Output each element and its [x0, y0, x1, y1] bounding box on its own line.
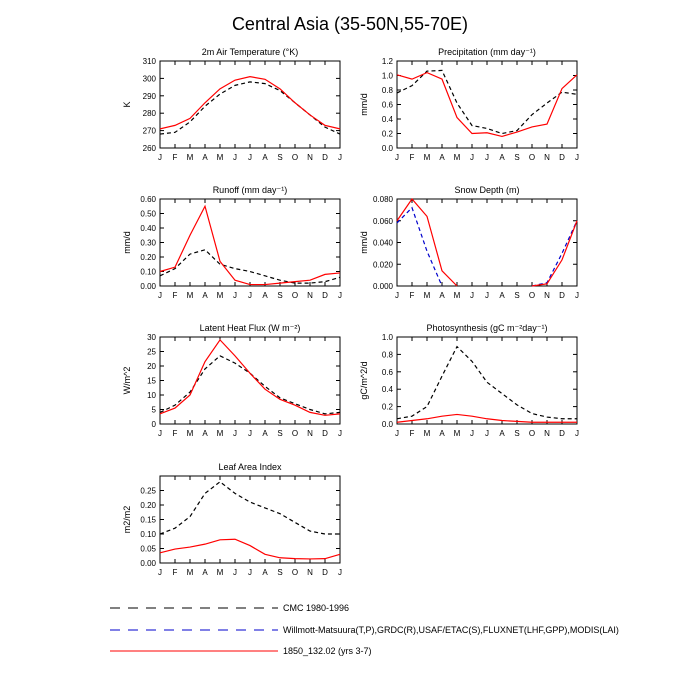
series-line-1 — [397, 347, 577, 419]
x-tick-label: S — [277, 429, 283, 438]
x-tick-label: A — [499, 153, 505, 162]
x-tick-label: J — [233, 568, 237, 577]
panel-4 — [359, 185, 579, 300]
x-tick-label: A — [439, 153, 445, 162]
x-tick-label: F — [172, 429, 178, 438]
y-tick-label: 15 — [147, 376, 156, 386]
x-tick-label: M — [186, 568, 194, 577]
panel-3 — [122, 185, 342, 300]
panel-title: Latent Heat Flux (W m⁻²) — [199, 323, 301, 333]
x-tick-label: J — [395, 291, 399, 300]
x-tick-label: N — [307, 568, 313, 577]
x-tick-label: S — [277, 291, 283, 300]
x-tick-label: M — [186, 291, 194, 300]
y-axis-label: m2/m2 — [122, 505, 132, 534]
y-tick-label: 300 — [142, 74, 156, 84]
x-tick-label: M — [216, 568, 224, 577]
legend — [110, 603, 619, 656]
panel-7 — [122, 462, 342, 577]
x-tick-label: A — [262, 568, 268, 577]
x-tick-label: D — [559, 291, 565, 300]
x-tick-label: J — [485, 291, 489, 300]
x-tick-label: D — [322, 291, 328, 300]
y-tick-label: 0.6 — [381, 100, 393, 110]
y-tick-label: 310 — [142, 57, 156, 66]
series-line-1 — [160, 482, 340, 534]
panel-5 — [122, 323, 342, 438]
series-line-1 — [160, 250, 340, 283]
x-tick-label: F — [409, 153, 415, 162]
x-tick-label: M — [216, 429, 224, 438]
x-tick-label: M — [423, 153, 431, 162]
legend-label-cmc: CMC 1980-1996 — [283, 603, 350, 613]
y-tick-label: 0.20 — [140, 501, 156, 510]
y-tick-label: 0.2 — [381, 129, 393, 139]
x-tick-label: O — [528, 153, 536, 162]
x-tick-label: J — [338, 429, 342, 438]
x-tick-label: A — [262, 291, 268, 300]
x-tick-label: A — [439, 429, 445, 438]
x-tick-label: J — [485, 153, 489, 162]
panels — [122, 47, 579, 577]
series-line-2 — [160, 539, 340, 559]
y-tick-label: 0.10 — [140, 267, 156, 277]
x-tick-label: F — [172, 153, 178, 162]
x-tick-label: M — [216, 291, 224, 300]
x-tick-label: N — [544, 291, 550, 300]
y-tick-label: 5 — [151, 405, 156, 415]
y-tick-label: 0.8 — [381, 86, 393, 95]
x-tick-label: S — [514, 153, 520, 162]
x-tick-label: N — [544, 429, 550, 438]
x-tick-label: D — [322, 568, 328, 577]
x-tick-label: F — [172, 568, 178, 577]
x-tick-label: O — [291, 568, 299, 577]
x-tick-label: M — [216, 153, 224, 162]
y-tick-label: 0.4 — [381, 115, 393, 124]
panel-title: 2m Air Temperature (°K) — [201, 47, 299, 57]
x-tick-label: J — [233, 153, 237, 162]
x-tick-label: M — [423, 429, 431, 438]
y-axis-label: mm/d — [122, 231, 132, 254]
x-tick-label: D — [559, 429, 565, 438]
x-tick-label: J — [395, 153, 399, 162]
x-tick-label: O — [291, 291, 299, 300]
y-tick-label: 1.0 — [381, 71, 393, 81]
x-tick-label: J — [248, 153, 252, 162]
y-tick-label: 20 — [147, 362, 156, 371]
x-tick-label: N — [307, 153, 313, 162]
y-tick-label: 0.4 — [381, 385, 393, 395]
series-line-1 — [160, 82, 340, 134]
y-tick-label: 260 — [142, 144, 156, 153]
x-tick-label: J — [158, 291, 162, 300]
x-tick-label: J — [248, 568, 252, 577]
y-tick-label: 0.10 — [140, 530, 156, 539]
y-tick-label: 0.0 — [381, 420, 393, 429]
y-tick-label: 0.50 — [140, 209, 156, 219]
x-tick-label: A — [439, 291, 445, 300]
x-tick-label: J — [470, 153, 474, 162]
x-tick-label: O — [528, 291, 536, 300]
panel-1 — [122, 47, 342, 162]
series-line-2 — [160, 340, 340, 415]
y-tick-label: 0.8 — [381, 350, 393, 360]
x-tick-label: M — [186, 429, 194, 438]
x-tick-label: F — [409, 429, 415, 438]
figure-title: Central Asia (35-50N,55-70E) — [231, 14, 469, 34]
x-tick-label: J — [338, 153, 342, 162]
x-tick-label: J — [395, 429, 399, 438]
y-tick-label: 0.25 — [140, 486, 156, 496]
y-tick-label: 1.2 — [381, 57, 393, 66]
y-axis-label: W/m^2 — [122, 366, 132, 395]
legend-label-model: 1850_132.02 (yrs 3-7) — [283, 646, 372, 656]
series-line-1 — [397, 70, 577, 133]
y-tick-label: 0.00 — [140, 559, 156, 568]
x-tick-label: M — [453, 291, 461, 300]
series-line-1 — [397, 208, 577, 286]
y-tick-label: 0.000 — [372, 282, 393, 291]
x-tick-label: J — [470, 429, 474, 438]
x-tick-label: J — [233, 291, 237, 300]
y-tick-label: 0.60 — [140, 195, 156, 204]
x-tick-label: J — [248, 291, 252, 300]
x-tick-label: J — [158, 568, 162, 577]
y-tick-label: 0.6 — [381, 367, 393, 377]
x-tick-label: D — [322, 153, 328, 162]
panel-2 — [359, 47, 579, 162]
y-tick-label: 290 — [142, 91, 156, 101]
panel-title: Photosynthesis (gC m⁻²day⁻¹) — [426, 323, 548, 333]
y-tick-label: 0.2 — [381, 402, 393, 412]
y-axis-label: K — [122, 101, 132, 108]
x-tick-label: N — [307, 291, 313, 300]
x-tick-label: M — [423, 291, 431, 300]
x-tick-label: J — [158, 153, 162, 162]
y-tick-label: 0.060 — [372, 216, 393, 226]
x-tick-label: J — [233, 429, 237, 438]
y-tick-label: 1.0 — [381, 333, 393, 342]
x-tick-label: M — [453, 429, 461, 438]
y-tick-label: 0.020 — [372, 260, 393, 270]
x-tick-label: A — [262, 429, 268, 438]
plot-frame — [397, 337, 577, 424]
y-axis-label: gC/m^2/d — [359, 361, 369, 400]
x-tick-label: A — [499, 291, 505, 300]
x-tick-label: A — [202, 291, 208, 300]
legend-label-observations: Willmott-Matsuura(T,P),GRDC(R),USAF/ETAC(S),FLUXNET(LHF,GPP),MODIS(LAI) — [283, 625, 619, 635]
x-tick-label: O — [528, 429, 536, 438]
panel-title: Precipitation (mm day⁻¹) — [438, 47, 536, 57]
x-tick-label: M — [453, 153, 461, 162]
y-tick-label: 0.0 — [381, 144, 393, 153]
x-tick-label: D — [322, 429, 328, 438]
x-tick-label: S — [514, 429, 520, 438]
x-tick-label: J — [248, 429, 252, 438]
x-tick-label: J — [470, 291, 474, 300]
series-line-1 — [160, 356, 340, 414]
x-tick-label: J — [575, 153, 579, 162]
x-tick-label: O — [291, 429, 299, 438]
x-tick-label: N — [307, 429, 313, 438]
x-tick-label: J — [485, 429, 489, 438]
y-tick-label: 10 — [147, 391, 156, 400]
x-tick-label: J — [338, 568, 342, 577]
x-tick-label: A — [262, 153, 268, 162]
x-tick-label: A — [202, 153, 208, 162]
x-tick-label: F — [172, 291, 178, 300]
y-tick-label: 0.080 — [372, 195, 393, 204]
y-tick-label: 0 — [151, 420, 156, 429]
panel-title: Snow Depth (m) — [454, 185, 520, 195]
y-tick-label: 0.40 — [140, 224, 156, 233]
y-tick-label: 0.040 — [372, 238, 393, 248]
y-tick-label: 0.00 — [140, 282, 156, 291]
y-tick-label: 0.20 — [140, 253, 156, 262]
y-tick-label: 0.15 — [140, 515, 156, 525]
panel-title: Runoff (mm day⁻¹) — [212, 185, 288, 195]
y-axis-label: mm/d — [359, 93, 369, 116]
series-line-2 — [160, 206, 340, 284]
panel-title: Leaf Area Index — [218, 462, 282, 472]
x-tick-label: M — [186, 153, 194, 162]
x-tick-label: J — [575, 429, 579, 438]
x-tick-label: J — [575, 291, 579, 300]
x-tick-label: J — [158, 429, 162, 438]
x-tick-label: F — [409, 291, 415, 300]
x-tick-label: S — [277, 153, 283, 162]
x-tick-label: S — [277, 568, 283, 577]
y-tick-label: 30 — [147, 333, 156, 342]
y-tick-label: 25 — [147, 347, 156, 357]
plot-frame — [160, 337, 340, 424]
x-tick-label: S — [514, 291, 520, 300]
x-tick-label: O — [291, 153, 299, 162]
x-tick-label: A — [202, 429, 208, 438]
x-tick-label: A — [499, 429, 505, 438]
plot-frame — [160, 61, 340, 148]
y-axis-label: mm/d — [359, 231, 369, 254]
series-line-2 — [160, 77, 340, 129]
series-line-2 — [397, 73, 577, 137]
panel-6 — [359, 323, 579, 438]
y-tick-label: 280 — [142, 109, 156, 119]
y-tick-label: 0.30 — [140, 238, 156, 248]
y-tick-label: 0.05 — [140, 544, 156, 554]
x-tick-label: D — [559, 153, 565, 162]
x-tick-label: A — [202, 568, 208, 577]
x-tick-label: N — [544, 153, 550, 162]
y-tick-label: 270 — [142, 126, 156, 136]
x-tick-label: J — [338, 291, 342, 300]
